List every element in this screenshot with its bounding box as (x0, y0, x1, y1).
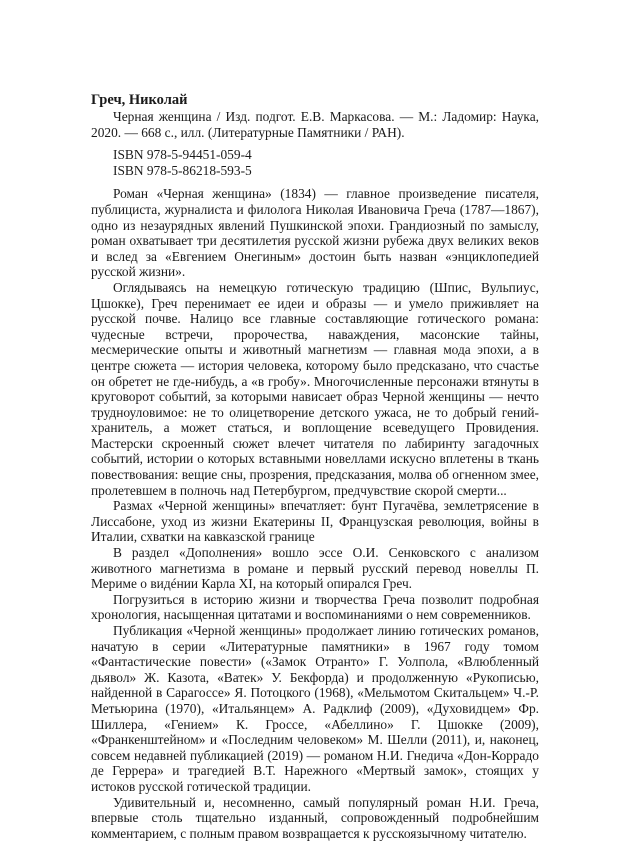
isbn-1: ISBN 978-5-94451-059-4 (113, 147, 252, 163)
isbn-2: ISBN 978-5-86218-593-5 (113, 162, 252, 178)
isbn-list (113, 147, 539, 178)
paragraph-series: Публикация «Черной женщины» продолжает линию готических романов, начатую в серии «Литературные памятники» в 1967 году томом «Фантастические повести» («Замок Отранто» Г. Уолпола, «Влюбленный дьявол» Ж. Казота, «Ватек» У. Бекфорда) и продолженную «Рукописью, найденной в Сарагоссе» Я. Потоцкого (1968), «Мельмотом Скитальцем» Ч.-Р. Метьюрина (1970), «Итальянцем» А. Радклиф (2009), «Духовидцем» Фр. Шиллера, «Гением» К. Гроссе, «Абеллино» Г. Цшокке (2009), «Франкенштейном» и «Последним человеком» М. Шелли (2011), и, наконец, совсем недавней публикацией (2019) — романом Н.И. Гнедича «Дон-Коррадо де Геррера» и трагедией В.Т. Нарежного «Мертвый замок», стоящих у истоков русской готической традиции. (91, 623, 539, 794)
paragraph-intro: Роман «Черная женщина» (1834) — главное произведение писателя, публициста, журналиста и филолога Николая Ивановича Греча (1787—1867), одно из незаурядных явлений Пушкинской эпохи. Грандиозный по замыслу, роман охватывает три десятилетия русской жизни рубежа двух великих веков и вслед за «Евгением Онегиным» достоин быть назван «энциклопедией русской жизни». (91, 186, 539, 280)
paragraph-scope: Размах «Черной женщины» впечатляет: бунт Пугачёва, землетрясение в Лиссабоне, уход из жизни Екатерины II, Французская революция, войны в Италии, схватки на кавказской границе (91, 498, 539, 545)
paragraph-conclusion: Удивительный и, несомненно, самый популярный роман Н.И. Греча, впервые столь тщательно изданный, сопровожденный подробнейшим комментарием, с полным правом возвращается к русскоязычному читателю. (91, 794, 539, 841)
paragraph-gothic-tradition: Оглядываясь на немецкую готическую традицию (Шпис, Вульпиус, Цшокке), Греч перенимает ее идеи и образы — и умело приживляет на русской почве. Налицо все главные составляющие готического романа: чудесные встречи, пророчества, наваждения, масонские тайны, месмерические опыты и животный магнетизм — главная мода эпохи, а в центре сюжета — история человека, которому было предсказано, что счастье он обретет не где-нибудь, а «в гробу». Многочисленные персонажи втянуты в круговорот событий, за которыми нависает образ Черной женщины — нечто трудноуловимое: не то олицетворение детского ужаса, не то добрый гений-хранитель, а может статься, и воплощение всеведущего Провидения. Мастерски скроенный сюжет влечет читателя по лабиринту загадочных событий, истории о которых вставными новеллами искусно вплетены в ткань повествования: вещие сны, прозрения, предсказания, молва об огненном змее, пролетевшем в полночь над Петербургом, предчувствие скорой смерти... (91, 279, 539, 498)
author-heading: Греч, Николай (91, 92, 188, 108)
book-annotation (91, 92, 539, 841)
bibliographic-description: Черная женщина / Изд. подгот. Е.В. Маркасова. — М.: Ладомир: Наука, 2020. — 668 с., илл. (Литературные Памятники / РАН). (91, 109, 539, 140)
paragraph-supplements: В раздел «Дополнения» вошло эссе О.И. Сенковского с анализом животного магнетизма в романе и первый русский перевод новеллы П. Мериме о видéнии Карла XI, на который опирался Греч. (91, 545, 539, 592)
paragraph-chronology: Погрузиться в историю жизни и творчества Греча позволит подробная хронология, насыщенная цитатами и воспоминаниями о нем современников. (91, 591, 539, 623)
